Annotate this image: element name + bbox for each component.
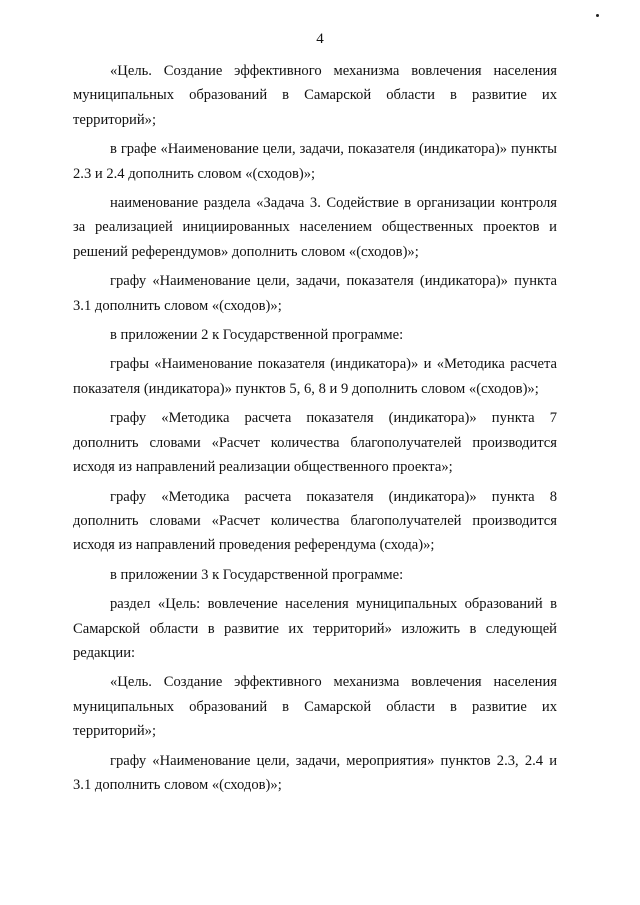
paragraph-method-item-8: графу «Методика расчета показателя (индикатора)» пункта 8 дополнить словами «Расчет количества благополучателей производится исходя из направлений проведения референдума (схода)»;	[73, 488, 557, 554]
paragraph-goal-quote-1: «Цель. Создание эффективного механизма вовлечения населения муниципальных образований в Самарской области в развитие их территорий»;	[73, 63, 557, 128]
paragraph-section-goal-edit: раздел «Цель: вовлечение населения муниципальных образований в Самарской области в развитие их территорий» изложить в следующей редакции:	[73, 596, 557, 661]
paragraph-section-task-3: наименование раздела «Задача 3. Содействие в организации контроля за реализацией инициированных населением общественных проектов и решений референдумов» дополнить словом «(сходов)»;	[73, 195, 557, 260]
paragraph-appendix-3-heading: в приложении 3 к Государственной программе:	[110, 566, 404, 583]
paragraph-goal-quote-2: «Цель. Создание эффективного механизма вовлечения населения муниципальных образований в Самарской области в развитие их территорий»;	[73, 674, 557, 740]
paragraph-columns-items-5-6-8-9: графы «Наименование показателя (индикатора)» и «Методика расчета показателя (индикатора)» пунктов 5, 6, 8 и 9 дополнить словом «(сходов)»;	[73, 356, 557, 397]
document-body	[73, 59, 557, 797]
paragraph-column-item-3-1: графу «Наименование цели, задачи, показателя (индикатора)» пункта 3.1 дополнить словом «(сходов)»;	[73, 273, 557, 314]
scan-speck	[596, 14, 599, 17]
paragraph-appendix-2-heading: в приложении 2 к Государственной программе:	[110, 327, 404, 344]
paragraph-column-items-2-3-2-4-3-1: графу «Наименование цели, задачи, мероприятия» пунктов 2.3, 2.4 и 3.1 дополнить словом «(сходов)»;	[73, 752, 557, 793]
paragraph-column-items-2-3-2-4: в графе «Наименование цели, задачи, показателя (индикатора)» пункты 2.3 и 2.4 дополнить словом «(сходов)»;	[73, 141, 557, 182]
paragraph-method-item-7: графу «Методика расчета показателя (индикатора)» пункта 7 дополнить словами «Расчет количества благополучателей производится исходя из направлений реализации общественного проекта»;	[73, 410, 557, 476]
page-number: 4	[316, 31, 324, 47]
